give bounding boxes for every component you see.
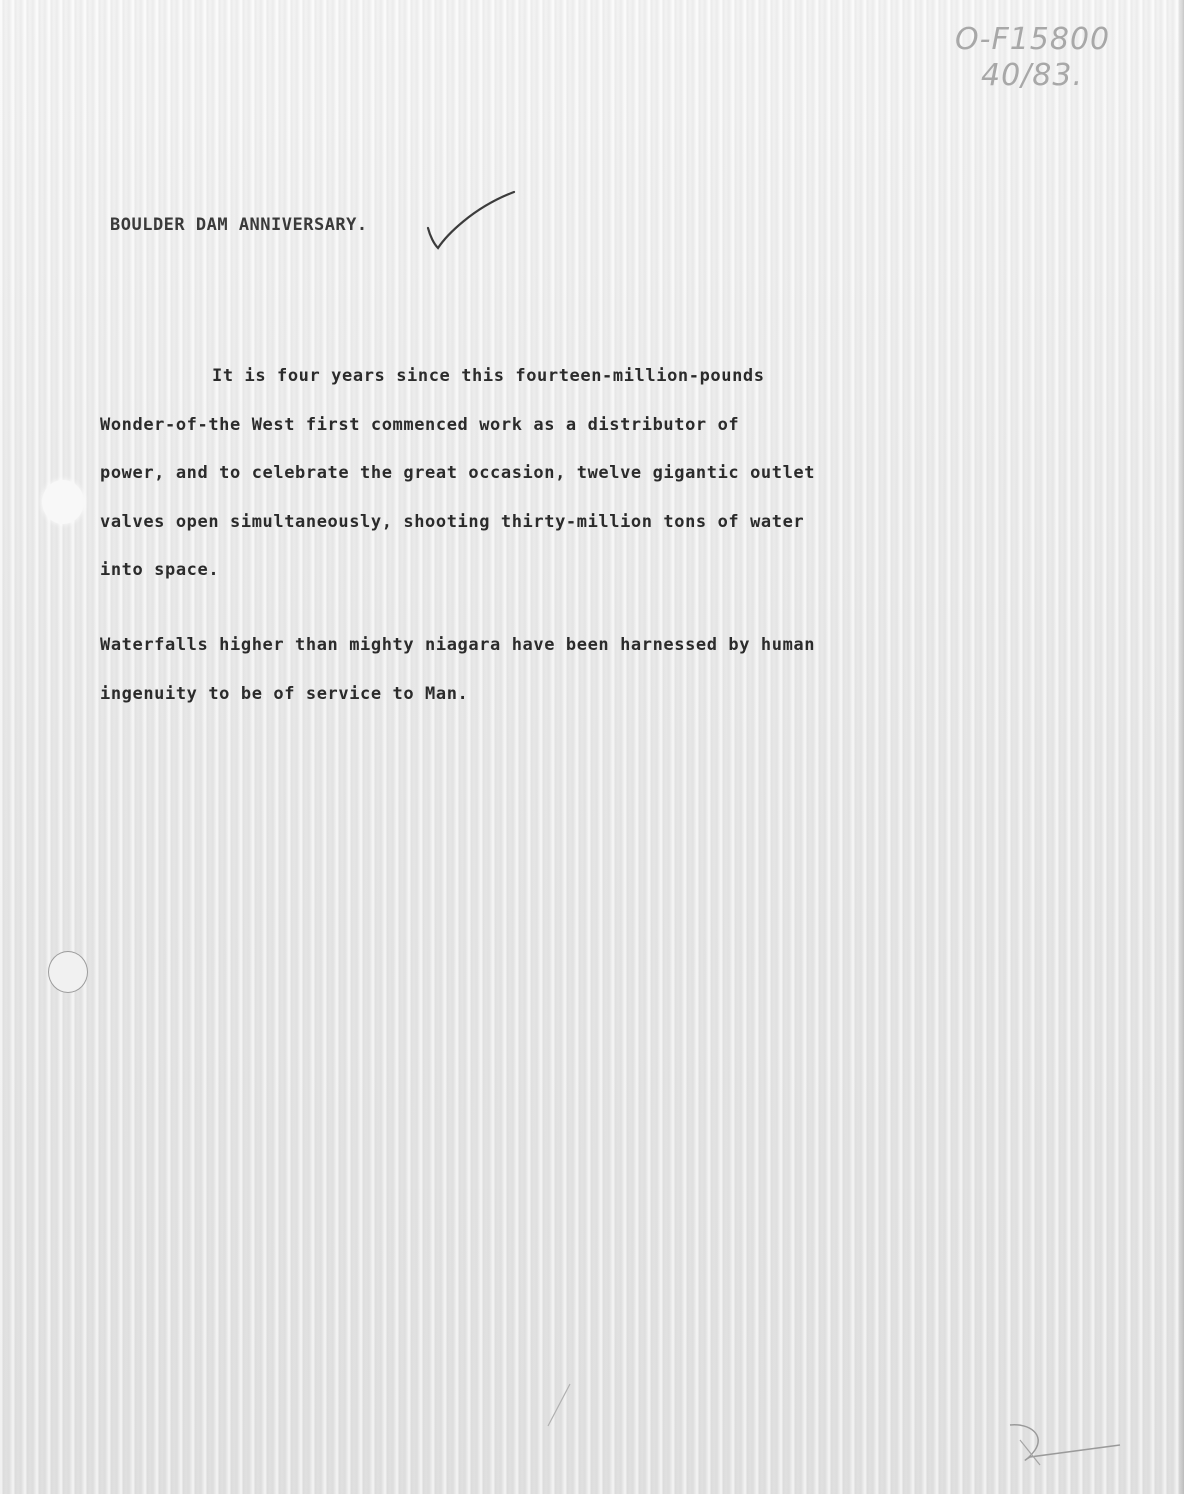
paragraph-1-line-1: It is four years since this fourteen-million-pounds: [212, 366, 765, 386]
paragraph-1-line-3: power, and to celebrate the great occasion, twelve gigantic outlet: [100, 463, 816, 483]
checkmark-icon: [422, 188, 522, 258]
paragraph-1-line-4: valves open simultaneously, shooting thirty-million tons of water: [100, 511, 805, 532]
handwritten-reference-note: [955, 22, 1110, 94]
paragraph-1-line-5: into space.: [100, 560, 220, 580]
reference-line-2: 40/83.: [981, 58, 1083, 93]
paragraph-2-line-1: Waterfalls higher than mighty niagara have been harnessed by human: [100, 635, 816, 655]
punch-hole-bottom: [48, 951, 88, 993]
document-title: BOULDER DAM ANNIVERSARY.: [110, 215, 368, 235]
paragraph-2-line-2: ingenuity to be of service to Man.: [100, 683, 469, 704]
paragraph-2: [100, 621, 940, 718]
page-edge-shadow: [1178, 0, 1184, 1494]
corner-scribble: [990, 1405, 1130, 1475]
reference-line-1: O-F15800: [955, 22, 1111, 57]
punch-hole-top: [42, 480, 84, 524]
paragraph-1: [100, 352, 940, 595]
pencil-mark: [540, 1380, 580, 1430]
paragraph-1-line-2: Wonder-of-the West first commenced work as a distributor of: [100, 414, 740, 435]
